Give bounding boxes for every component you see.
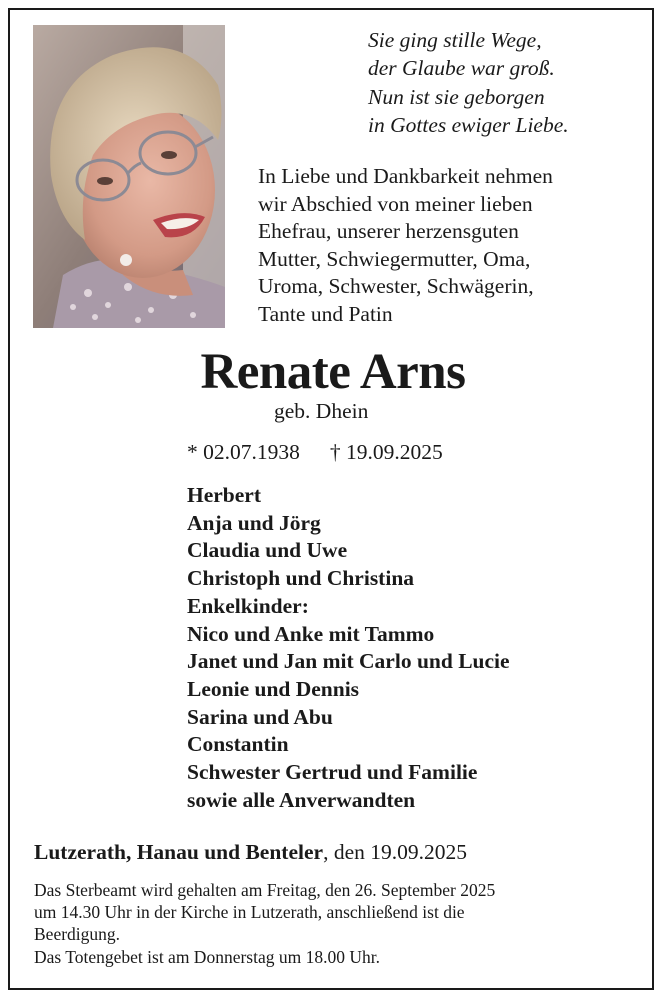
portrait-image [33,25,225,328]
life-dates [187,438,443,466]
mourner-line: Christoph und Christina [187,566,415,591]
poem [368,26,569,139]
funeral-line: Das Sterbeamt wird gehalten am Freitag, den 26. September 2025 [34,880,496,900]
poem-line: Nun ist sie geborgen [368,84,545,109]
mourner-line: Leonie und Dennis [187,676,360,701]
intro-line: In Liebe und Dankbarkeit nehmen [258,164,553,188]
mourner-line: Janet und Jan mit Carlo und Lucie [187,649,510,674]
mourner-line: sowie alle Anverwandten [187,787,416,812]
funeral-info [34,879,634,968]
place-names: Lutzerath, Hanau und Benteler [34,840,324,864]
place-and-date [34,838,467,866]
death-date: † 19.09.2025 [329,440,443,464]
mourner-line: Constantin [187,732,289,757]
portrait-photo [33,25,225,328]
intro-line: Uroma, Schwester, Schwägerin, [258,274,534,299]
mourner-line: Enkelkinder: [187,593,309,618]
intro-line: Ehefrau, unserer herzensguten [258,219,519,244]
mourner-line: Nico und Anke mit Tammo [187,621,435,646]
funeral-line: Das Totengebet ist am Donnerstag um 18.00 Uhr. [34,946,380,967]
deceased-name: Renate Arns [200,344,466,400]
intro-text [258,163,553,329]
notice-date: , den 19.09.2025 [323,840,467,864]
poem-line: Sie ging stille Wege, [368,28,542,52]
intro-line: wir Abschied von meiner lieben [258,191,533,216]
mourner-line: Schwester Gertrud und Familie [187,760,478,785]
maiden-name: geb. Dhein [274,399,369,423]
funeral-line: um 14.30 Uhr in der Kirche in Lutzerath, anschließend ist die [34,902,465,923]
funeral-line: Beerdigung. [34,924,121,945]
intro-line: Tante und Patin [258,301,393,326]
mourners-list [187,482,510,814]
mourner-line: Anja und Jörg [187,510,321,535]
mourner-line: Herbert [187,483,262,507]
poem-line: der Glaube war groß. [368,56,555,81]
intro-line: Mutter, Schwiegermutter, Oma, [258,246,531,271]
mourner-line: Claudia und Uwe [187,538,348,563]
birth-date: * 02.07.1938 [187,440,300,464]
mourner-line: Sarina und Abu [187,704,333,729]
poem-line: in Gottes ewiger Liebe. [368,112,569,137]
